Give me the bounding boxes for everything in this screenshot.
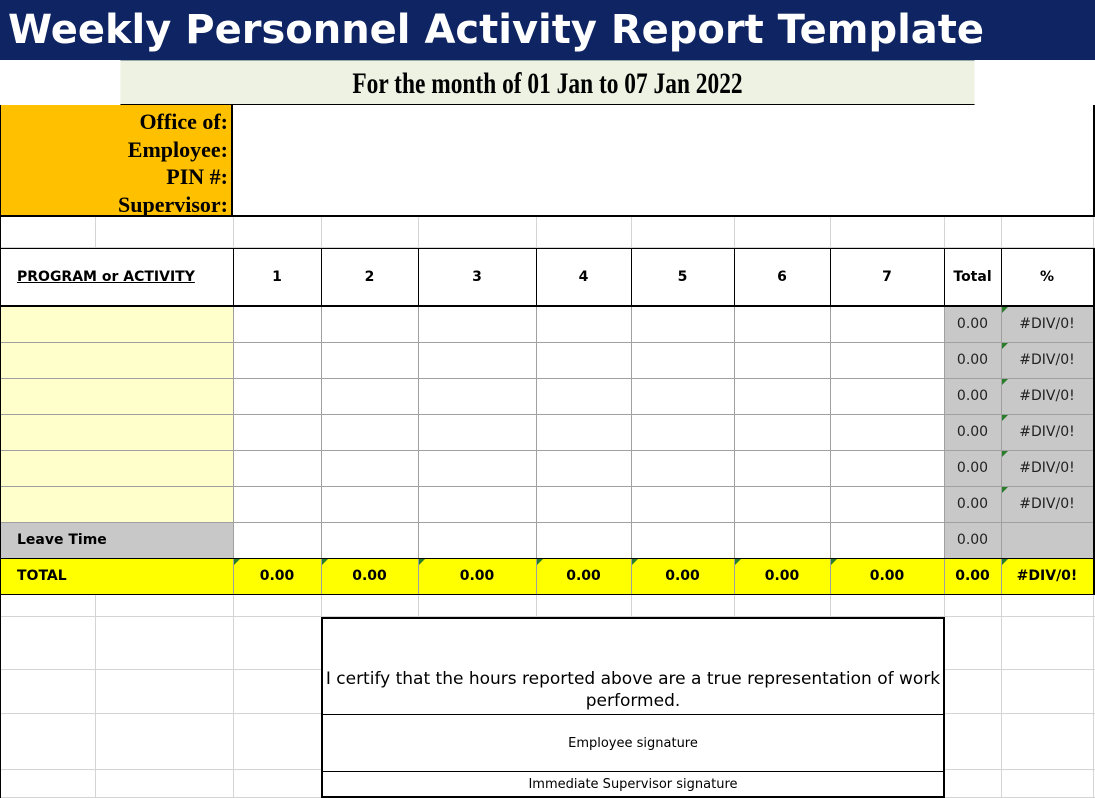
employee-signature-field[interactable] [323,715,943,772]
hours-cell[interactable] [536,306,631,342]
leave-hours-cell[interactable] [418,522,536,558]
hours-cell[interactable] [321,414,418,450]
hours-cell[interactable] [233,306,321,342]
hours-cell[interactable] [321,306,418,342]
error-indicator-icon [1002,379,1008,385]
hours-cell[interactable] [418,306,536,342]
border-line [233,248,234,305]
leave-percent-cell [1001,522,1093,558]
hours-cell[interactable] [418,414,536,450]
error-indicator-icon [1002,343,1008,349]
day-total-cell: 0.00 [321,558,418,594]
hours-cell[interactable] [233,414,321,450]
row-percent-cell: #DIV/0! [1001,414,1093,450]
hours-cell[interactable] [734,342,830,378]
hours-cell[interactable] [321,486,418,522]
day-header-7: 7 [882,268,892,285]
hours-cell[interactable] [734,486,830,522]
gridline [734,306,735,594]
day-header-6: 6 [777,268,787,285]
row-total-cell: 0.00 [944,342,1001,378]
certification-box [321,617,945,798]
row-total-cell: 0.00 [944,414,1001,450]
border-line [0,594,1095,595]
hours-cell[interactable] [536,342,631,378]
border-line [944,248,945,305]
border-line [0,105,1,798]
gridline [734,217,735,248]
activity-name-cell[interactable] [0,486,233,522]
program-activity-header: PROGRAM or ACTIVITY [17,268,195,285]
hours-cell[interactable] [418,486,536,522]
certification-statement: I certify that the hours reported above are a true representation of work performed. [323,619,943,715]
report-period: For the month of 01 Jan to 07 Jan 2022 [120,60,974,105]
row-percent-cell: #DIV/0! [1001,450,1093,486]
hours-cell[interactable] [536,486,631,522]
activity-name-cell[interactable] [0,342,233,378]
error-indicator-icon [1002,415,1008,421]
percent-header: % [1039,268,1055,285]
activity-name-cell[interactable] [0,450,233,486]
activity-name-cell[interactable] [0,306,233,342]
gridline [321,217,322,248]
gridline [1093,217,1094,248]
error-indicator-icon [419,559,425,565]
hours-cell[interactable] [418,450,536,486]
hours-cell[interactable] [631,414,734,450]
total-row-label: TOTAL [0,558,233,594]
hours-cell[interactable] [321,342,418,378]
info-values-field[interactable] [233,105,1095,217]
gridline [631,306,632,594]
day-header-5: 5 [677,268,688,285]
gridline [0,414,1093,415]
hours-cell[interactable] [233,342,321,378]
error-indicator-icon [735,559,741,565]
leave-hours-cell[interactable] [830,522,944,558]
office-label: Office of: [139,109,228,134]
grand-total-cell: 0.00 [944,558,1001,594]
row-total-cell: 0.00 [944,486,1001,522]
border-line [0,305,1095,307]
total-header: Total [953,268,992,285]
gridline [536,217,537,248]
gridline [536,306,537,594]
row-total-cell: 0.00 [944,306,1001,342]
hours-cell[interactable] [233,450,321,486]
hours-cell[interactable] [321,450,418,486]
gridline [631,217,632,248]
row-percent-cell: #DIV/0! [1001,378,1093,414]
hours-cell[interactable] [734,414,830,450]
gridline [944,217,945,248]
leave-hours-cell[interactable] [321,522,418,558]
hours-cell[interactable] [830,486,944,522]
gridline [944,306,945,594]
error-indicator-icon [1002,559,1008,565]
border-line [830,248,831,305]
day-total-cell: 0.00 [734,558,830,594]
error-indicator-icon [537,559,543,565]
hours-cell[interactable] [631,450,734,486]
supervisor-signature-field[interactable] [323,771,943,798]
hours-cell[interactable] [536,414,631,450]
error-indicator-icon [322,559,328,565]
hours-cell[interactable] [321,378,418,414]
leave-hours-cell[interactable] [536,522,631,558]
gridline [0,342,1093,343]
info-labels [0,105,233,217]
gridline [321,306,322,594]
gridline [1001,594,1002,798]
hours-cell[interactable] [233,486,321,522]
day-total-cell: 0.00 [631,558,734,594]
employee-signature-label: Employee signature [568,735,698,751]
hours-cell[interactable] [830,342,944,378]
gridline [1001,306,1002,594]
hours-cell[interactable] [830,378,944,414]
hours-cell[interactable] [734,450,830,486]
gridline [95,594,96,798]
leave-hours-cell[interactable] [734,522,830,558]
border-line [0,558,1095,559]
row-percent-cell: #DIV/0! [1001,306,1093,342]
error-indicator-icon [1002,451,1008,457]
gridline [418,306,419,594]
gridline [233,217,234,248]
border-line [536,248,537,305]
border-line [1001,248,1002,305]
leave-time-label: Leave Time [0,522,233,558]
supervisor-label: Supervisor: [118,191,228,217]
hours-cell[interactable] [830,306,944,342]
gridline [1093,594,1094,798]
day-total-cell: 0.00 [233,558,321,594]
error-indicator-icon [632,559,638,565]
row-total-cell: 0.00 [944,378,1001,414]
hours-cell[interactable] [631,306,734,342]
gridline [0,378,1093,379]
gridline [0,486,1093,487]
report-title: Weekly Personnel Activity Report Template [0,0,1095,60]
leave-hours-cell[interactable] [233,522,321,558]
gridline [830,217,831,248]
row-percent-cell: #DIV/0! [1001,342,1093,378]
day-header-1: 1 [272,268,282,285]
hours-cell[interactable] [734,378,830,414]
border-line [418,248,419,305]
grand-percent-cell: #DIV/0! [1001,558,1093,594]
border-line [0,248,1095,249]
border-line [631,248,632,305]
gridline [233,594,234,798]
leave-hours-cell[interactable] [631,522,734,558]
hours-cell[interactable] [631,378,734,414]
pin-label: PIN #: [166,164,228,189]
border-line [321,248,322,305]
day-header-4: 4 [578,268,589,285]
day-total-cell: 0.00 [536,558,631,594]
error-indicator-icon [234,559,240,565]
day-header-3: 3 [472,268,482,285]
hours-cell[interactable] [418,342,536,378]
gridline [0,450,1093,451]
row-percent-cell: #DIV/0! [1001,486,1093,522]
leave-total-cell: 0.00 [944,522,1001,558]
gridline [418,217,419,248]
hours-cell[interactable] [418,378,536,414]
hours-cell[interactable] [536,450,631,486]
hours-cell[interactable] [734,306,830,342]
day-total-cell: 0.00 [418,558,536,594]
activity-name-cell[interactable] [0,378,233,414]
employee-label: Employee: [127,136,228,162]
error-indicator-icon [831,559,837,565]
hours-cell[interactable] [631,486,734,522]
border-line [734,248,735,305]
gridline [95,217,96,248]
day-header-2: 2 [364,268,375,285]
hours-cell[interactable] [830,414,944,450]
hours-cell[interactable] [536,378,631,414]
hours-cell[interactable] [631,342,734,378]
error-indicator-icon [1002,487,1008,493]
hours-cell[interactable] [830,450,944,486]
hours-cell[interactable] [233,378,321,414]
gridline [0,522,1093,523]
day-total-cell: 0.00 [830,558,944,594]
gridline [1001,217,1002,248]
gridline [830,306,831,594]
row-total-cell: 0.00 [944,450,1001,486]
supervisor-signature-label: Immediate Supervisor signature [528,777,738,792]
gridline [233,306,234,594]
activity-name-cell[interactable] [0,414,233,450]
error-indicator-icon [1002,307,1008,313]
